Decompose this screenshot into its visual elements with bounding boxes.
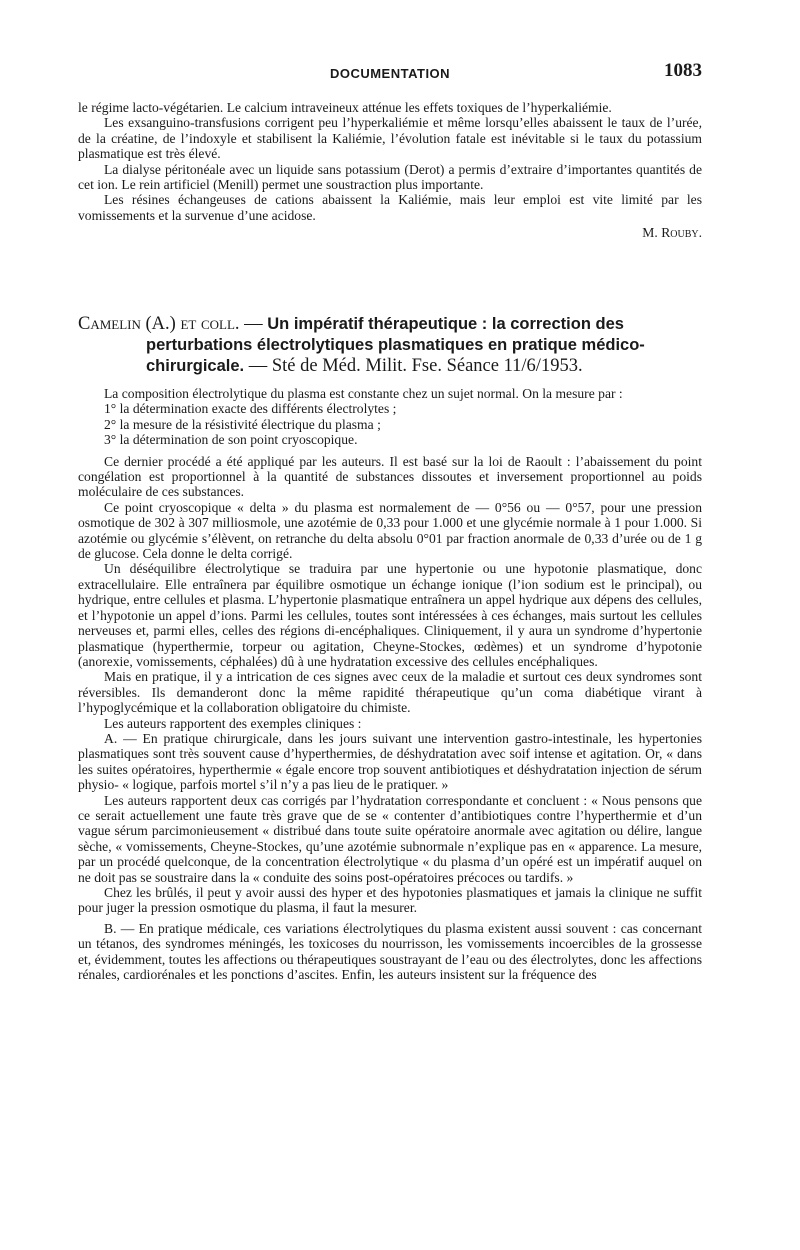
previous-article-continuation bbox=[78, 100, 702, 241]
article-heading bbox=[78, 314, 702, 377]
paragraph: B. — En pratique médicale, ces variations électrolytiques du plasma existent aussi souvent : cas concernant un tétanos, des syndromes méningés, les toxicoses du nourrisson, les vomissements incoercibles de la grossesse et, évidemment, toutes les affections ou thérapeutiques soustrayant de l’eau ou des électrolytes, donc les affections rénales, cardiorénales et les ponctions d’ascites. Enfin, les auteurs insistent sur la fréquence des bbox=[78, 920, 702, 983]
methods-list bbox=[78, 401, 702, 447]
paragraph: La dialyse péritonéale avec un liquide sans potassium (Derot) a permis d’extraire d’importantes quantités de cet ion. Le rein artificiel (Menill) permet une soustraction plus importante. bbox=[78, 161, 702, 193]
signature-name: Rouby. bbox=[661, 225, 702, 241]
paragraph: Les auteurs rapportent des exemples cliniques : bbox=[104, 715, 362, 731]
page-number: 1083 bbox=[664, 60, 702, 81]
signature-initial: M. bbox=[642, 225, 658, 241]
article-body bbox=[78, 386, 702, 982]
article-source: — Sté de Méd. Milit. Fse. Séance 11/6/1953. bbox=[248, 356, 583, 376]
signature bbox=[78, 225, 702, 240]
paragraph: Mais en pratique, il y a intrication de ces signes avec ceux de la maladie et surtout ces deux syndromes sont réversibles. Ils demanderont donc la même rapidité thérapeutique qu’un coma diabétique virant à l’hypoglycémique et la collaboration obligatoire du chimiste. bbox=[78, 669, 702, 716]
list-item: 3° la détermination de son point cryoscopique. bbox=[104, 432, 358, 448]
article-title: Un impératif thérapeutique : la correction des perturbations électrolytiques plasmatiques en pratique médico-chirurgicale. bbox=[146, 315, 645, 375]
paragraph: A. — En pratique chirurgicale, dans les jours suivant une intervention gastro-intestinale, les hypertonies plasmatiques sont très souvent cause d’hyperthermies, de déshydratation avec soif intense et agitation. Or, « dans les suites opératoires, hyperthermie « égale encore trop souvent antibiotiques et déshydratation injection de sérum physio- « logique, parfois mortel s’il n’y a pas lieu de le pratiquer. » bbox=[78, 730, 702, 793]
list-item: 2° la mesure de la résistivité électrique du plasma ; bbox=[104, 416, 381, 432]
document-page bbox=[78, 0, 702, 1250]
paragraph: le régime lacto-végétarien. Le calcium intraveineux atténue les effets toxiques de l’hyperkaliémie. bbox=[78, 100, 612, 115]
paragraph: Ce point cryoscopique « delta » du plasma est normalement de — 0°56 ou — 0°57, pour une pression osmotique de 302 à 307 milliosmole, une azotémie de 0,33 pour 1.000 et une glycémie normale à 1 pour 1.000. Si azotémie ou glycémie s’élèvent, on retranche du delta absolu 0°01 par fraction anormale de 0,33 d’urée ou de 1 g de glucose. Cela donne le delta corrigé. bbox=[78, 499, 702, 562]
intro-paragraph: La composition électrolytique du plasma est constante chez un sujet normal. On la mesure par : bbox=[104, 386, 623, 401]
running-title: DOCUMENTATION bbox=[329, 66, 451, 81]
paragraph: Ce dernier procédé a été appliqué par les auteurs. Il est basé sur la loi de Raoult : l’abaissement du point congélation est proportionnel à la quantité de substances dissoutes et inversement proportionnel au poids moléculaire de ces substances. bbox=[78, 453, 702, 500]
paragraph: Les auteurs rapportent deux cas corrigés par l’hydratation correspondante et concluent : « Nous pensons que ce serait actuellement une faute très grave que de se « contenter d’antibiotiques contre l’hyperthermie et d’un vague sérum parcimonieusement « distribué dans toute suite opératoire anormale avec agitation ou délire, langue sèche, « vomissements, Cheyne-Stockes, qu’une azotémie subnormale n’explique pas en « apparence. La mesure, par un procédé quelconque, de la concentration électrolytique « du plasma d’un opéré est un impératif auquel on ne doit pas se soustraire dans la « conduite des soins post-opératoires précoces ou tardifs. » bbox=[78, 792, 702, 885]
paragraph: Les exsanguino-transfusions corrigent peu l’hyperkaliémie et même lorsqu’elles abaissent le taux de l’urée, de la créatine, de l’indoxyle et stabilisent la Kaliémie, l’évolution fatale est inévitable si le taux du potassium plasmatique est très élevé. bbox=[78, 115, 702, 162]
list-item: 1° la détermination exacte des différents électrolytes ; bbox=[104, 401, 397, 417]
paragraph: Un déséquilibre électrolytique se traduira par une hypertonie ou une hypotonie plasmatique, donc extracellulaire. Elle entraînera par équilibre osmotique un échange ionique (l’ion sodium est le principal), ou hydrique, entre cellules et plasma. L’hypertonie plasmatique entraînera un appel hydrique aux dépens des cellules, et l’hypotonie un appel d’ions. Parmi les cellules, toutes sont intéressées à ces échanges, mais surtout les cellules nerveuses et, parmi elles, celles des régions di-encéphaliques. Cliniquement, il y aura un syndrome d’hypertonie plasmatique (hyperthermie, torpeur ou agitation, Cheyne-Stockes, œdèmes) et un syndrome d’hypotonie (anorexie, vomissements, céphalées) dû à une hydratation excessive des cellules encéphaliques. bbox=[78, 561, 702, 669]
article-authors: Camelin (A.) et coll. — bbox=[78, 314, 263, 334]
page-header bbox=[78, 60, 702, 86]
paragraph: Chez les brûlés, il peut y avoir aussi des hyper et des hypotonies plasmatiques et jamais la clinique ne suffit pour juger la pression osmotique du plasma, il faut la mesurer. bbox=[78, 885, 702, 916]
paragraph: Les résines échangeuses de cations abaissent la Kaliémie, mais leur emploi est vite limité par les vomissements et la survenue d’une acidose. bbox=[78, 192, 702, 223]
